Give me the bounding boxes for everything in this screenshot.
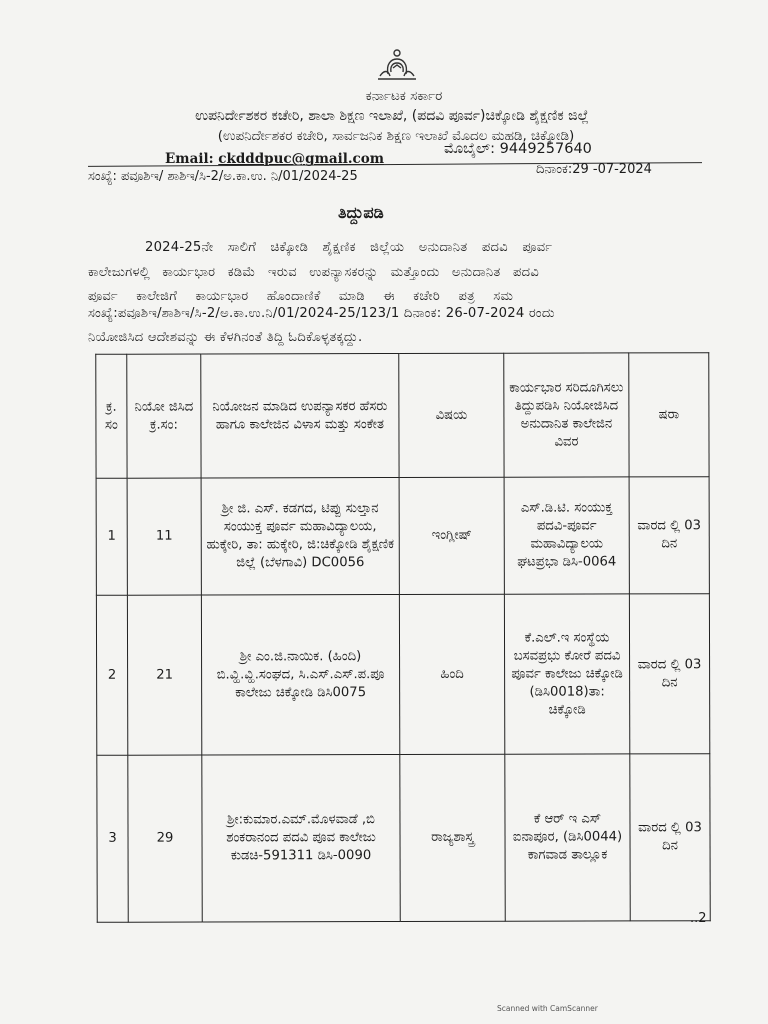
header-serial: ಕ್ರ. ಸಂ bbox=[96, 354, 127, 478]
letter-date: ದಿನಾಂಕ:29 -07-2024 bbox=[536, 162, 652, 177]
table-row bbox=[97, 754, 710, 923]
govt-emblem-icon bbox=[374, 46, 420, 82]
body-line-4: ಸಂಖ್ಯೆ:ಪವೂಶಿಇ/ಶಾಶಿಇ/ಸಿ-2/ಅ.ಕಾ.ಉ.ನಿ/01/2024-25/123/1 ದಿನಾಂಕ: 26-07-2024 ರಂದು bbox=[88, 306, 555, 321]
cell-assigned-serial: 11 bbox=[127, 478, 201, 595]
header-subject: ವಿಷಯ bbox=[399, 353, 504, 477]
header-lecturer: ನಿಯೋಜನ ಮಾಡಿದ ಉಪನ್ಯಾಸಕರ ಹೆಸರು ಹಾಗೂ ಕಾಲೇಜಿನ ವಿಳಾಸ ಮತ್ತು ಸಂಕೇತ bbox=[201, 354, 399, 479]
header-assigned-serial: ನಿಯೋ ಜಿಸಿದ ಕ್ರ.ಸಂ: bbox=[127, 354, 201, 478]
document-title: ತಿದ್ದುಪಡಿ bbox=[338, 203, 384, 222]
cell-college: ಕೆ ಆರ್ ಇ ಎಸ್ ಐನಾಪೂರ, (ಡಿಸಿ0044) ಕಾಗವಾಡ ತಾಲ್ಲೂಕ bbox=[505, 754, 630, 921]
body-line-3: ಪೂರ್ವ ಕಾಲೇಜಿಗೆ ಕಾರ್ಯಭಾರ ಹೊಂದಾಣಿಕೆ ಮಾಡಿ ಈ ಕಚೇರಿ ಪತ್ರ ಸಮ bbox=[88, 289, 514, 304]
body-line-5: ನಿಯೋಜಿಸಿದ ಆದೇಶವನ್ನು ಈ ಕೆಳಗಿನಂತೆ ತಿದ್ದಿ ಓದಿಕೊಳ್ಳತಕ್ಕದ್ದು. bbox=[88, 330, 363, 345]
office-address: (ಉಪನಿರ್ದೇಶಕರ ಕಚೇರಿ, ಸಾರ್ವಜನಿಕ ಶಿಕ್ಷಣ ಇಲಾಖೆ ಮೊದಲ ಮಹಡಿ, ಚಿಕ್ಕೋಡಿ) bbox=[217, 128, 575, 144]
page-number: ..2 bbox=[690, 911, 707, 926]
cell-serial: 3 bbox=[97, 755, 128, 922]
scanner-watermark: Scanned with CamScanner bbox=[497, 1004, 598, 1013]
reference-number: ಸಂಖ್ಯೆ: ಪವೂಶಿಇ/ ಶಾಶಿಇ/ಸಿ-2/ಅ.ಕಾ.ಉ. ನಿ/01/2024-25 bbox=[88, 169, 358, 184]
cell-subject: ರಾಜ್ಯಶಾಸ್ತ್ರ bbox=[400, 754, 505, 921]
government-name: ಕರ್ನಾಟಕ ಸರ್ಕಾರ bbox=[365, 88, 443, 104]
cell-serial: 1 bbox=[96, 478, 127, 595]
cell-assigned-serial: 29 bbox=[128, 755, 202, 922]
body-line-2: ಕಾಲೇಜುಗಳಲ್ಲಿ ಕಾರ್ಯಭಾರ ಕಡಿಮೆ ಇರುವ ಉಪನ್ಯಾಸಕರನ್ನು ಮತ್ತೊಂದು ಅನುದಾನಿತ ಪದವಿ bbox=[88, 265, 540, 280]
table-header-row bbox=[96, 353, 709, 479]
header-college: ಕಾರ್ಯಭಾರ ಸರಿದೂಗಿಸಲು ತಿದ್ದುಪಡಿಸಿ ನಿಯೋಜಿಸಿದ ಅನುದಾನಿತ ಕಾಲೇಜಿನ ವಿವರ bbox=[504, 353, 629, 477]
cell-lecturer: ಶ್ರೀ:ಕುಮಾರ.ಎಮ್.ಮೊಳವಾಡೆ ,ಬಿ ಶಂಕರಾನಂದ ಪದವಿ ಪೂವ ಕಾಲೇಜು ಕುಡಚಿ-591311 ಡಿಸಿ-0090 bbox=[202, 755, 400, 923]
cell-lecturer: ಶ್ರೀ ಎಂ.ಜಿ.ನಾಯಿಕ. (ಹಿಂದಿ) ಬಿ.ವ್ಹಿ.ವ್ಹಿ.ಸಂಘದ, ಸಿ.ಎಸ್.ಎಸ್.ಪ.ಪೂ ಕಾಲೇಜು ಚಿಕ್ಕೋಡಿ ಡಿಸಿ0075 bbox=[201, 595, 399, 756]
table-row bbox=[96, 477, 709, 596]
cell-college: ಎಸ್.ಡಿ.ಟಿ. ಸಂಯುಕ್ತ ಪದವಿ-ಪೂರ್ವ ಮಹಾವಿದ್ಯಾಲಯ ಘಟಪ್ರಭಾ ಡಿಸಿ-0064 bbox=[504, 477, 629, 594]
office-name: ಉಪನಿರ್ದೇಶಕರ ಕಚೇರಿ, ಶಾಲಾ ಶಿಕ್ಷಣ ಇಲಾಖೆ, (ಪದವಿ ಪೂರ್ವ)ಚಿಕ್ಕೋಡಿ ಶೈಕ್ಷಣಿಕ ಜಿಲ್ಲೆ bbox=[195, 108, 589, 124]
cell-remarks: ವಾರದ ಲ್ಲಿ 03 ದಿನ bbox=[629, 477, 709, 594]
cell-subject: ಹಿಂದಿ bbox=[399, 594, 504, 754]
mobile-number: ಮೊಬೈಲ್: 9449257640 bbox=[444, 141, 592, 157]
email-label: Email: bbox=[165, 151, 219, 167]
table-row bbox=[96, 594, 709, 756]
cell-lecturer: ಶ್ರೀ ಜಿ. ಎಸ್. ಕಡಗದ, ಟಿಪ್ಪು ಸುಲ್ತಾನ ಸಂಯುಕ್ತ ಪೂರ್ವ ಮಹಾವಿದ್ಯಾಲಯ, ಹುಕ್ಕೇರಿ, ತಾ: ಹುಕ್ಕೇರಿ, ಜಿ:ಚಿಕ್ಕೋಡಿ ಶೈಕ್ಷಣಿಕ ಜಿಲ್ಲೆ (ಬೆಳಗಾವಿ) DC0056 bbox=[201, 478, 399, 596]
cell-subject: ಇಂಗ್ಲೀಷ್ bbox=[399, 477, 504, 594]
cell-college: ಕೆ.ಎಲ್.ಇ ಸಂಸ್ಥೆಯ ಬಸವಪ್ರಭು ಕೋರೆ ಪದವಿ ಪೂರ್ವ ಕಾಲೇಜು ಚಿಕ್ಕೋಡಿ (ಡಿಸಿ0018)ತಾ: ಚಿಕ್ಕೋಡಿ bbox=[504, 594, 629, 754]
cell-remarks: ವಾರದ ಲ್ಲಿ 03 ದಿನ bbox=[630, 754, 710, 921]
cell-remarks: ವಾರದ ಲ್ಲಿ 03 ದಿನ bbox=[629, 594, 709, 754]
cell-assigned-serial: 21 bbox=[127, 595, 201, 755]
cell-serial: 2 bbox=[96, 595, 127, 755]
header-remarks: ಷರಾ bbox=[629, 353, 709, 477]
email-link[interactable]: ckdddpuc@gmail.com bbox=[218, 151, 385, 167]
body-line-1: 2024-25ನೇ ಸಾಲಿಗೆ ಚಿಕ್ಕೋಡಿ ಶೈಕ್ಷಣಿಕ ಜಿಲ್ಲೆಯ ಅನುದಾನಿತ ಪದವಿ ಪೂರ್ವ bbox=[145, 240, 553, 255]
deployment-table bbox=[95, 352, 710, 923]
